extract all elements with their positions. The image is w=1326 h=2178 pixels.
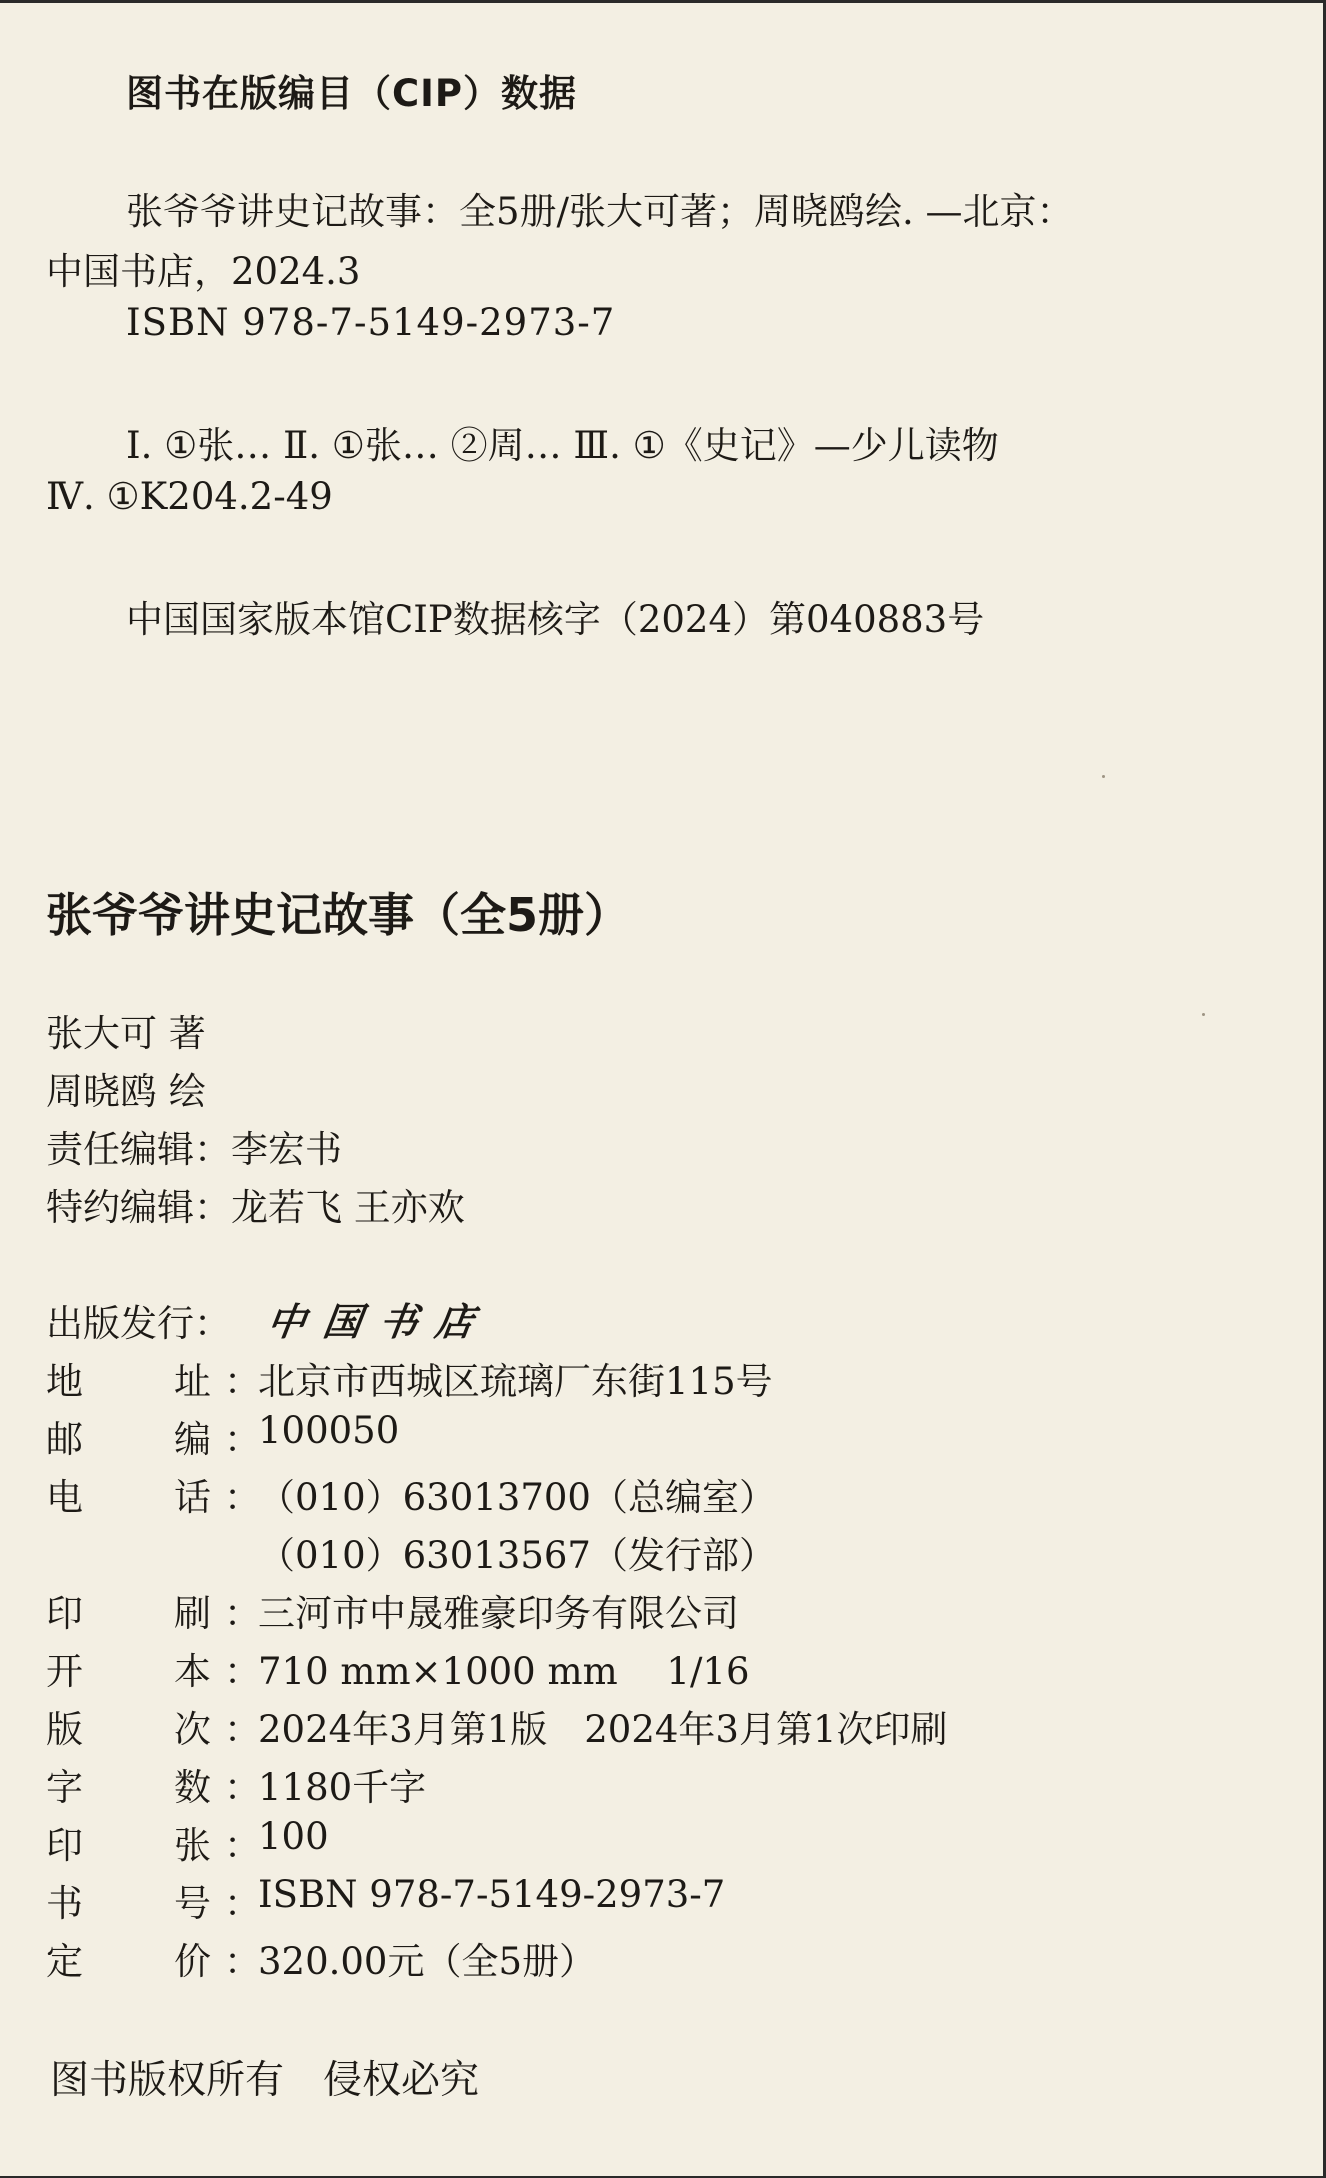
cip-entry-line1: 张爷爷讲史记故事：全5册/张大可著；周晓鸥绘. —北京： [126,190,1074,233]
row-label-char: 字 [46,1766,83,1809]
row-colon: ： [224,1418,261,1461]
row-label-char: 本 [174,1650,211,1693]
row-label-char: 邮 [46,1418,83,1461]
row-label-char: 张 [174,1824,211,1867]
cip-entry-line2: 中国书店，2024.3 [46,250,361,293]
row-label-char: 印 [46,1592,83,1635]
row-label-char: 电 [46,1476,83,1519]
copyright-notice: 图书版权所有 侵权必究 [50,2058,480,2103]
row-colon: ： [224,1360,261,1403]
row-label-char: 书 [46,1882,83,1925]
row-label-char: 数 [174,1766,211,1809]
row-colon: ： [224,1766,261,1809]
publisher-label: 出版发行： [46,1302,231,1345]
row-label-char: 编 [174,1418,211,1461]
row-label-char: 话 [174,1476,211,1519]
book-title: 张爷爷讲史记故事（全5册） [46,888,631,942]
row-label-char: 次 [174,1708,211,1751]
row-value: 710 mm×1000 mm 1/16 [258,1650,750,1693]
special-editors: 特约编辑：龙若飞 王亦欢 [46,1186,465,1229]
row-colon: ： [224,1650,261,1693]
row-colon: ： [224,1882,261,1925]
row-value: 三河市中晟雅豪印务有限公司 [258,1592,739,1635]
row-label-char: 址 [174,1360,211,1403]
row-value: 1180千字 [258,1766,427,1809]
publisher-logo-mark: 中国书店 [264,1299,495,1344]
cip-subject-line2: Ⅳ. ①K204.2-49 [46,475,333,518]
cip-verification: 中国国家版本馆CIP数据核字（2024）第040883号 [126,598,985,641]
row-value: 北京市西城区琉璃厂东街115号 [258,1360,773,1403]
cip-subject-line1: Ⅰ. ①张… Ⅱ. ①张… ②周… Ⅲ. ①《史记》—少儿读物 [126,424,999,467]
row-label-char: 开 [46,1650,83,1693]
row-value: ISBN 978-7-5149-2973-7 [258,1873,726,1916]
row-label-char: 地 [46,1360,83,1403]
row-value: 100 [258,1815,329,1858]
cip-isbn: ISBN 978-7-5149-2973-7 [126,301,616,344]
row-value: 2024年3月第1版 2024年3月第1次印刷 [258,1708,948,1751]
row-value: 100050 [258,1409,400,1452]
responsible-editor: 责任编辑：李宏书 [46,1128,342,1171]
author-credit: 张大可 著 [46,1012,206,1055]
row-colon: ： [224,1592,261,1635]
row-label-char: 定 [46,1940,83,1983]
row-label-char: 版 [46,1708,83,1751]
paper-speck [1102,775,1105,778]
row-label-char: 刷 [174,1592,211,1635]
row-value: （010）63013567（发行部） [258,1534,776,1577]
row-colon: ： [224,1476,261,1519]
row-colon: ： [224,1824,261,1867]
row-colon: ： [224,1708,261,1751]
row-value: （010）63013700（总编室） [258,1476,776,1519]
row-label-char: 印 [46,1824,83,1867]
paper-speck [1202,1013,1205,1016]
row-label-char: 价 [174,1940,211,1983]
row-colon: ： [224,1940,261,1983]
illustrator-credit: 周晓鸥 绘 [46,1070,206,1113]
row-label-char: 号 [174,1882,211,1925]
row-value: 320.00元（全5册） [258,1940,597,1983]
cip-heading: 图书在版编目（CIP）数据 [126,72,578,115]
